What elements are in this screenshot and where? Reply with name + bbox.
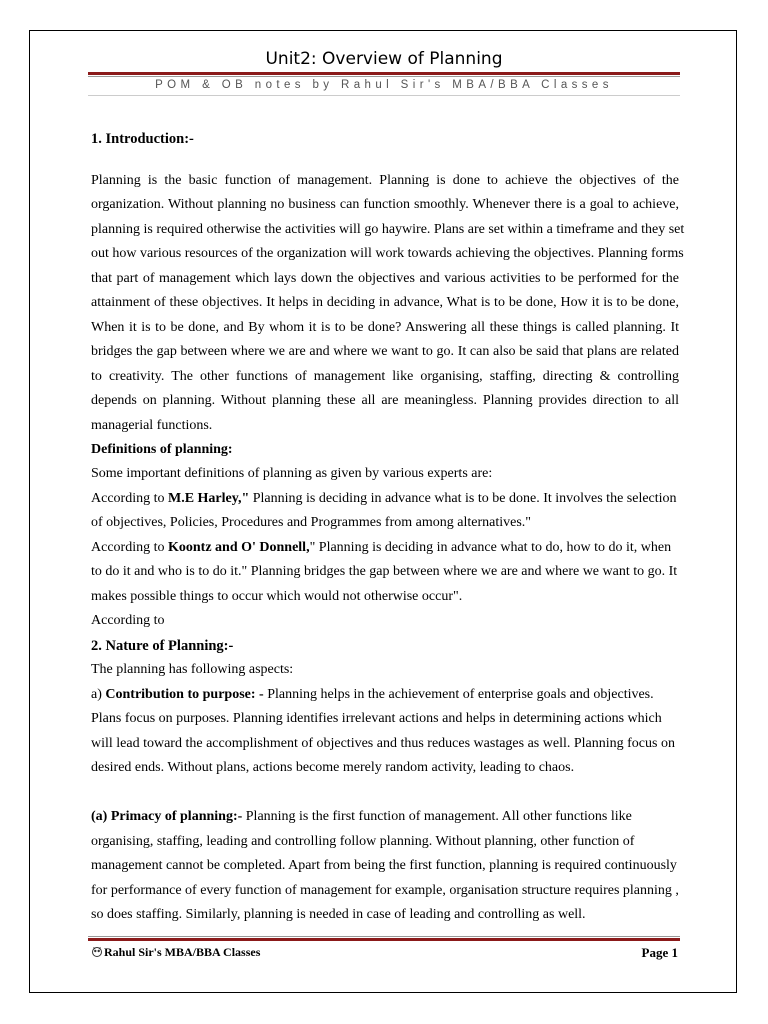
point-text: Planning helps in the achievement of enterprise goals and objectives. xyxy=(263,687,654,702)
nature-heading: 2. Nature of Planning:- xyxy=(91,638,234,654)
nature-point-a xyxy=(91,686,679,704)
definition-koontz xyxy=(91,539,679,557)
nature-point-a-line: will lead toward the accomplishment of objectives and thus reduces wastages as well. Planning focus on xyxy=(91,736,675,751)
intro-line: depends on planning. Without planning these all are meaningless. Planning provides direction to all xyxy=(91,393,679,408)
footer-rule-thin xyxy=(88,936,680,937)
point-title: (a) Primacy of planning:- xyxy=(91,809,243,824)
definition-incomplete: According to xyxy=(91,613,165,628)
page-title: Unit2: Overview of Planning xyxy=(265,49,503,69)
footer-rule xyxy=(88,938,680,941)
header-subtitle: POM & OB notes by Rahul Sir's MBA/BBA Classes xyxy=(155,79,613,91)
footer-left-text: Rahul Sir's MBA/BBA Classes xyxy=(104,945,261,959)
nature-point-a-line: desired ends. Without plans, actions become merely random activity, leading to chaos. xyxy=(91,760,575,775)
nature-point-b-line: organising, staffing, leading and controlling follow planning. Without planning, other function of xyxy=(91,834,635,849)
intro-line: organization. Without planning no business can function smoothly. Whenever there is a goal to achieve, xyxy=(91,197,679,212)
intro-line: attainment of these objectives. It helps in deciding in advance, What is to be done, How it is to be done, xyxy=(91,295,679,310)
intro-line: to creativity. The other functions of management like organising, staffing, directing & controlling xyxy=(91,369,679,384)
definitions-intro: Some important definitions of planning as given by various experts are: xyxy=(91,466,493,481)
intro-line: planning is required otherwise the activities will go haywire. Plans are set within a timeframe and they set xyxy=(91,222,685,237)
owl-logo-icon xyxy=(91,945,103,957)
definition-prefix: According to xyxy=(91,540,168,555)
point-text: Planning is the first function of management. All other functions like xyxy=(242,809,632,824)
intro-line: Planning is the basic function of management. Planning is done to achieve the objectives of the xyxy=(91,173,679,188)
nature-point-b-line: for performance of every function of management for example, organisation structure requires planning , xyxy=(91,883,679,898)
intro-line: out how various resources of the organization will work towards achieving the objectives. Planning forms xyxy=(91,246,684,261)
definitions-heading: Definitions of planning: xyxy=(91,442,233,457)
definition-harley-cont: of objectives, Policies, Procedures and Programmes from among alternatives." xyxy=(91,515,531,530)
footer-brand xyxy=(91,945,260,960)
definition-koontz-cont: to do it and who is to do it." Planning bridges the gap between where we are and where we want to go. It xyxy=(91,564,678,579)
point-marker: a) xyxy=(91,687,106,702)
nature-point-a-line: Plans focus on purposes. Planning identifies irrelevant actions and helps in determining actions which xyxy=(91,711,662,726)
definition-koontz-cont: makes possible things to occur which would not otherwise occur". xyxy=(91,589,463,604)
nature-point-b-line: management cannot be completed. Apart from being the first function, planning is required continuously xyxy=(91,858,677,873)
intro-line: bridges the gap between where we are and where we want to go. It can also be said that plans are related xyxy=(91,344,679,359)
nature-point-b-line: so does staffing. Similarly, planning is needed in case of leading and controlling as well. xyxy=(91,907,586,922)
definition-prefix: According to xyxy=(91,491,168,506)
page-number: Page 1 xyxy=(641,945,678,960)
definition-text: Planning is deciding in advance what is to be done. It involves the selection xyxy=(249,491,677,506)
header-rule xyxy=(88,72,680,75)
author-name: M.E Harley," xyxy=(167,491,250,506)
header-sub-rule xyxy=(88,95,680,96)
header-rule-thin xyxy=(88,76,680,77)
intro-line: that part of management which lays down the objectives and various activities to be performed for the xyxy=(91,271,679,286)
intro-heading: 1. Introduction:- xyxy=(91,131,194,147)
intro-line: When it is to be done, and By whom it is to be done? Answering all these things is called planning. It xyxy=(91,320,679,335)
nature-point-b xyxy=(91,808,679,826)
author-name: Koontz and O' Donnell, xyxy=(167,540,310,555)
point-title: Contribution to purpose: - xyxy=(105,687,264,702)
definition-text: " Planning is deciding in advance what to do, how to do it, when xyxy=(309,540,672,555)
nature-intro: The planning has following aspects: xyxy=(91,662,294,677)
intro-line: managerial functions. xyxy=(91,418,213,433)
definition-harley xyxy=(91,490,679,508)
